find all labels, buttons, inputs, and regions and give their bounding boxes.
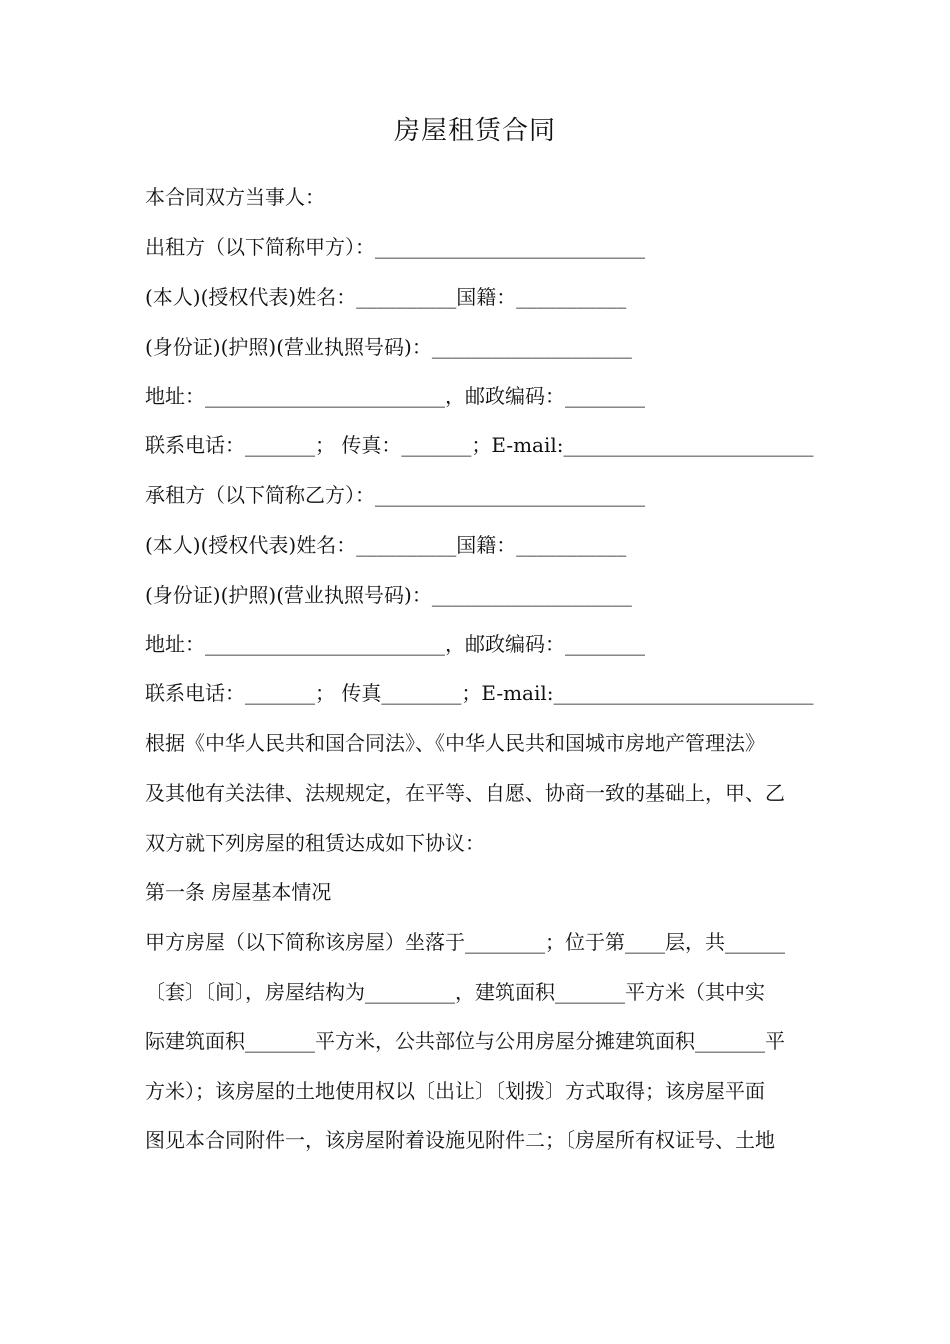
page-title: 房屋租赁合同 — [393, 116, 556, 146]
intro-parties: 本合同双方当事人： — [145, 185, 325, 209]
article-1-line-3: 际建筑面积_______平方米，公共部位与公用房屋分摊建筑面积_______平 — [145, 1029, 785, 1053]
article-1-line-2: 〔套〕〔间〕，房屋结构为_________，建筑面积_______平方米（其中实 — [145, 980, 765, 1004]
lessor-line: 出租方（以下简称甲方）：___________________________ — [145, 235, 645, 259]
lessee-line: 承租方（以下简称乙方）：___________________________ — [145, 483, 645, 507]
article-1-line-1: 甲方房屋（以下简称该房屋）坐落于________；位于第____层，共______ — [145, 930, 785, 954]
article-1-line-5: 图见本合同附件一，该房屋附着设施见附件二；〔房屋所有权证号、土地 — [145, 1128, 775, 1152]
lessor-id-line: (身份证)(护照)(营业执照号码)：____________________ — [145, 335, 632, 359]
lessee-address-line: 地址：________________________，邮政编码：________ — [145, 632, 645, 656]
lessor-name-line: (本人)(授权代表)姓名：__________国籍：___________ — [145, 285, 627, 309]
lessee-contact-line: 联系电话：_______； 传真________；E-mail:__________________________ — [145, 681, 814, 705]
lessor-contact-line: 联系电话：_______； 传真：_______；E-mail:_________________________ — [145, 433, 814, 457]
lessee-id-line: (身份证)(护照)(营业执照号码)：____________________ — [145, 583, 632, 607]
lessee-name-line: (本人)(授权代表)姓名：__________国籍：___________ — [145, 533, 627, 557]
article-1-line-4: 方米）；该房屋的土地使用权以〔出让〕〔划拨〕方式取得；该房屋平面 — [145, 1079, 765, 1103]
basis-paragraph-line-3: 双方就下列房屋的租赁达成如下协议： — [145, 831, 485, 855]
lessor-address-line: 地址：________________________，邮政编码：________ — [145, 384, 645, 408]
article-1-heading: 第一条 房屋基本情况 — [145, 880, 332, 904]
basis-paragraph-line-1: 根据《中华人民共和国合同法》、《中华人民共和国城市房地产管理法》 — [145, 731, 765, 755]
basis-paragraph-line-2: 及其他有关法律、法规规定，在平等、自愿、协商一致的基础上，甲、乙 — [145, 781, 785, 805]
